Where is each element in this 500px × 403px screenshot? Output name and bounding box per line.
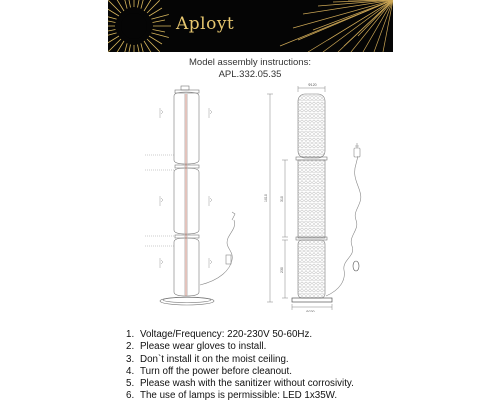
shade-segment-middle: [174, 168, 199, 234]
spec-item: 6. The use of lamps is permissible: LED 1x35W.: [126, 390, 338, 402]
shade-segment-bottom: [174, 238, 199, 296]
assembled-view: [292, 94, 332, 302]
spec-item: 3. Don`t install it on the moist ceiling.: [126, 353, 289, 365]
base-top: [163, 298, 211, 303]
spec-item: 1. Voltage/Frequency: 220-230V 50-60Hz.: [126, 329, 313, 340]
assembly-drawing: [120, 80, 390, 312]
dim-base-width: Φ230: [306, 310, 315, 312]
assembled-shade-top: [298, 94, 325, 158]
spec-list: [126, 329, 354, 403]
brand-name: Aployt: [176, 14, 235, 34]
exploded-view: [160, 86, 214, 305]
power-cord-left: [200, 212, 235, 285]
light-rays-decoration: [280, 0, 393, 52]
top-cap: [181, 86, 189, 90]
connector-ring-2: [175, 235, 199, 238]
logo-core: [121, 13, 147, 39]
assembled-shade-middle: [298, 160, 325, 238]
dim-bottom-height: 230: [280, 267, 284, 273]
assembled-shade-bottom: [298, 240, 325, 298]
power-cord-right: [326, 143, 361, 296]
dim-middle-height: 310: [280, 196, 284, 202]
spec-item: 5. Please wash with the sanitizer without corrosivity.: [126, 378, 354, 390]
assembled-base: [292, 298, 332, 302]
brand-header: [108, 0, 393, 52]
spec-item: 2. Please wear gloves to install.: [126, 341, 267, 353]
led-strip: [185, 94, 188, 296]
mounting-screws: [145, 108, 212, 268]
shade-segment-top: [174, 92, 199, 164]
connector-ring-1: [175, 165, 199, 168]
header-graphics: [108, 0, 393, 52]
model-number: APL.332.05.35: [218, 69, 282, 80]
dim-total-height: 1010: [264, 194, 268, 202]
spec-item: 4. Turn off the power before cleanout.: [126, 365, 292, 377]
dim-top-width: Φ120: [308, 83, 317, 87]
document-title: Model assembly instructions:: [189, 57, 311, 68]
